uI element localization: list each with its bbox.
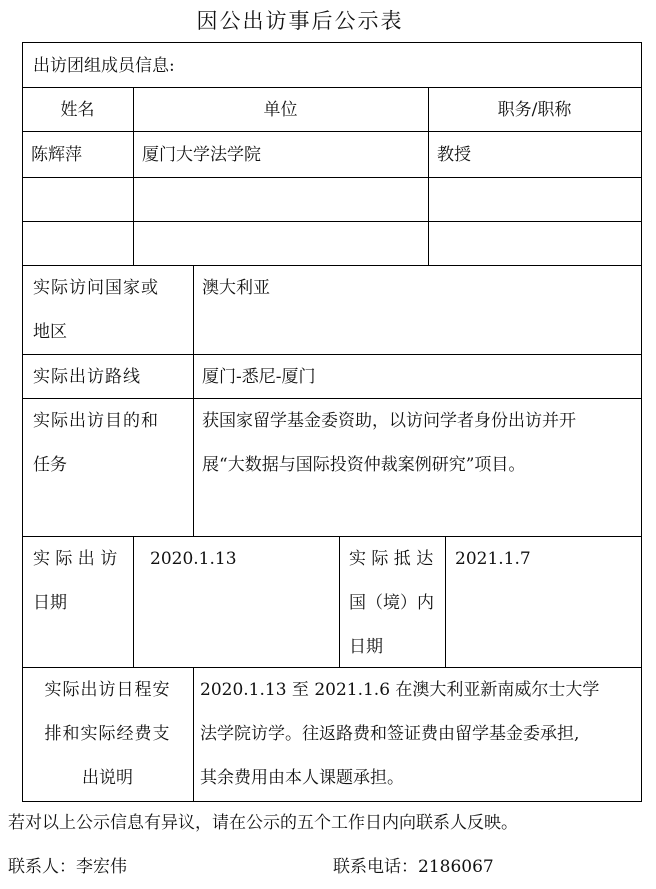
schedule-label-line2: 排和实际经费支 — [44, 724, 171, 744]
depart-date-value: 2020.1.13 — [150, 549, 237, 569]
return-label-line1: 实 际 抵 达 — [349, 549, 434, 569]
member-name: 陈辉萍 — [31, 145, 82, 165]
purpose-label-line1: 实际出访目的和 — [33, 411, 159, 431]
purpose-value-line1: 获国家留学基金委资助，以访问学者身份出访并开 — [202, 411, 576, 431]
return-label-line3: 日期 — [349, 637, 383, 657]
member-title: 教授 — [437, 145, 471, 165]
rule — [193, 265, 194, 537]
rule — [22, 42, 642, 43]
contact-person: 联系人：李宏伟 — [8, 857, 127, 877]
country-label-line1: 实际访问国家或 — [33, 278, 159, 298]
page-title: 因公出访事后公示表 — [196, 9, 404, 33]
rule — [22, 177, 642, 178]
objection-notice: 若对以上公示信息有异议，请在公示的五个工作日内向联系人反映。 — [8, 813, 518, 833]
schedule-value-line2: 法学院访学。往返路费和签证费由留学基金委承担, — [200, 724, 580, 744]
country-label-line2: 地区 — [33, 322, 67, 342]
member-unit: 厦门大学法学院 — [142, 145, 261, 165]
country-value: 澳大利亚 — [202, 278, 270, 298]
contact-phone: 联系电话：2186067 — [333, 857, 494, 877]
rule — [22, 801, 642, 802]
return-date-value: 2021.1.7 — [455, 549, 531, 569]
header-title: 职务/职称 — [497, 100, 572, 120]
schedule-label-line1: 实际出访日程安 — [44, 680, 171, 700]
header-unit: 单位 — [263, 100, 298, 120]
depart-label-line1: 实 际 出 访 — [33, 549, 118, 569]
rule — [193, 667, 194, 801]
schedule-value-line1: 2020.1.13 至 2021.1.6 在澳大利亚新南威尔士大学 — [200, 680, 600, 700]
purpose-value-line2: 展“大数据与国际投资仲裁案例研究”项目。 — [202, 455, 526, 475]
depart-label-line2: 日期 — [33, 593, 67, 613]
members-label: 出访团组成员信息: — [33, 56, 175, 76]
rule — [641, 42, 642, 802]
purpose-label-line2: 任务 — [33, 455, 67, 475]
route-value: 厦门-悉尼-厦门 — [202, 367, 316, 387]
rule — [22, 221, 642, 222]
rule — [339, 536, 340, 667]
header-name: 姓名 — [60, 100, 95, 120]
schedule-label-line3: 出说明 — [82, 768, 133, 788]
schedule-value-line3: 其余费用由本人课题承担。 — [200, 768, 404, 788]
route-label: 实际出访路线 — [33, 367, 141, 387]
return-label-line2: 国（境）内 — [349, 593, 434, 613]
rule — [133, 536, 134, 667]
rule — [445, 536, 446, 667]
